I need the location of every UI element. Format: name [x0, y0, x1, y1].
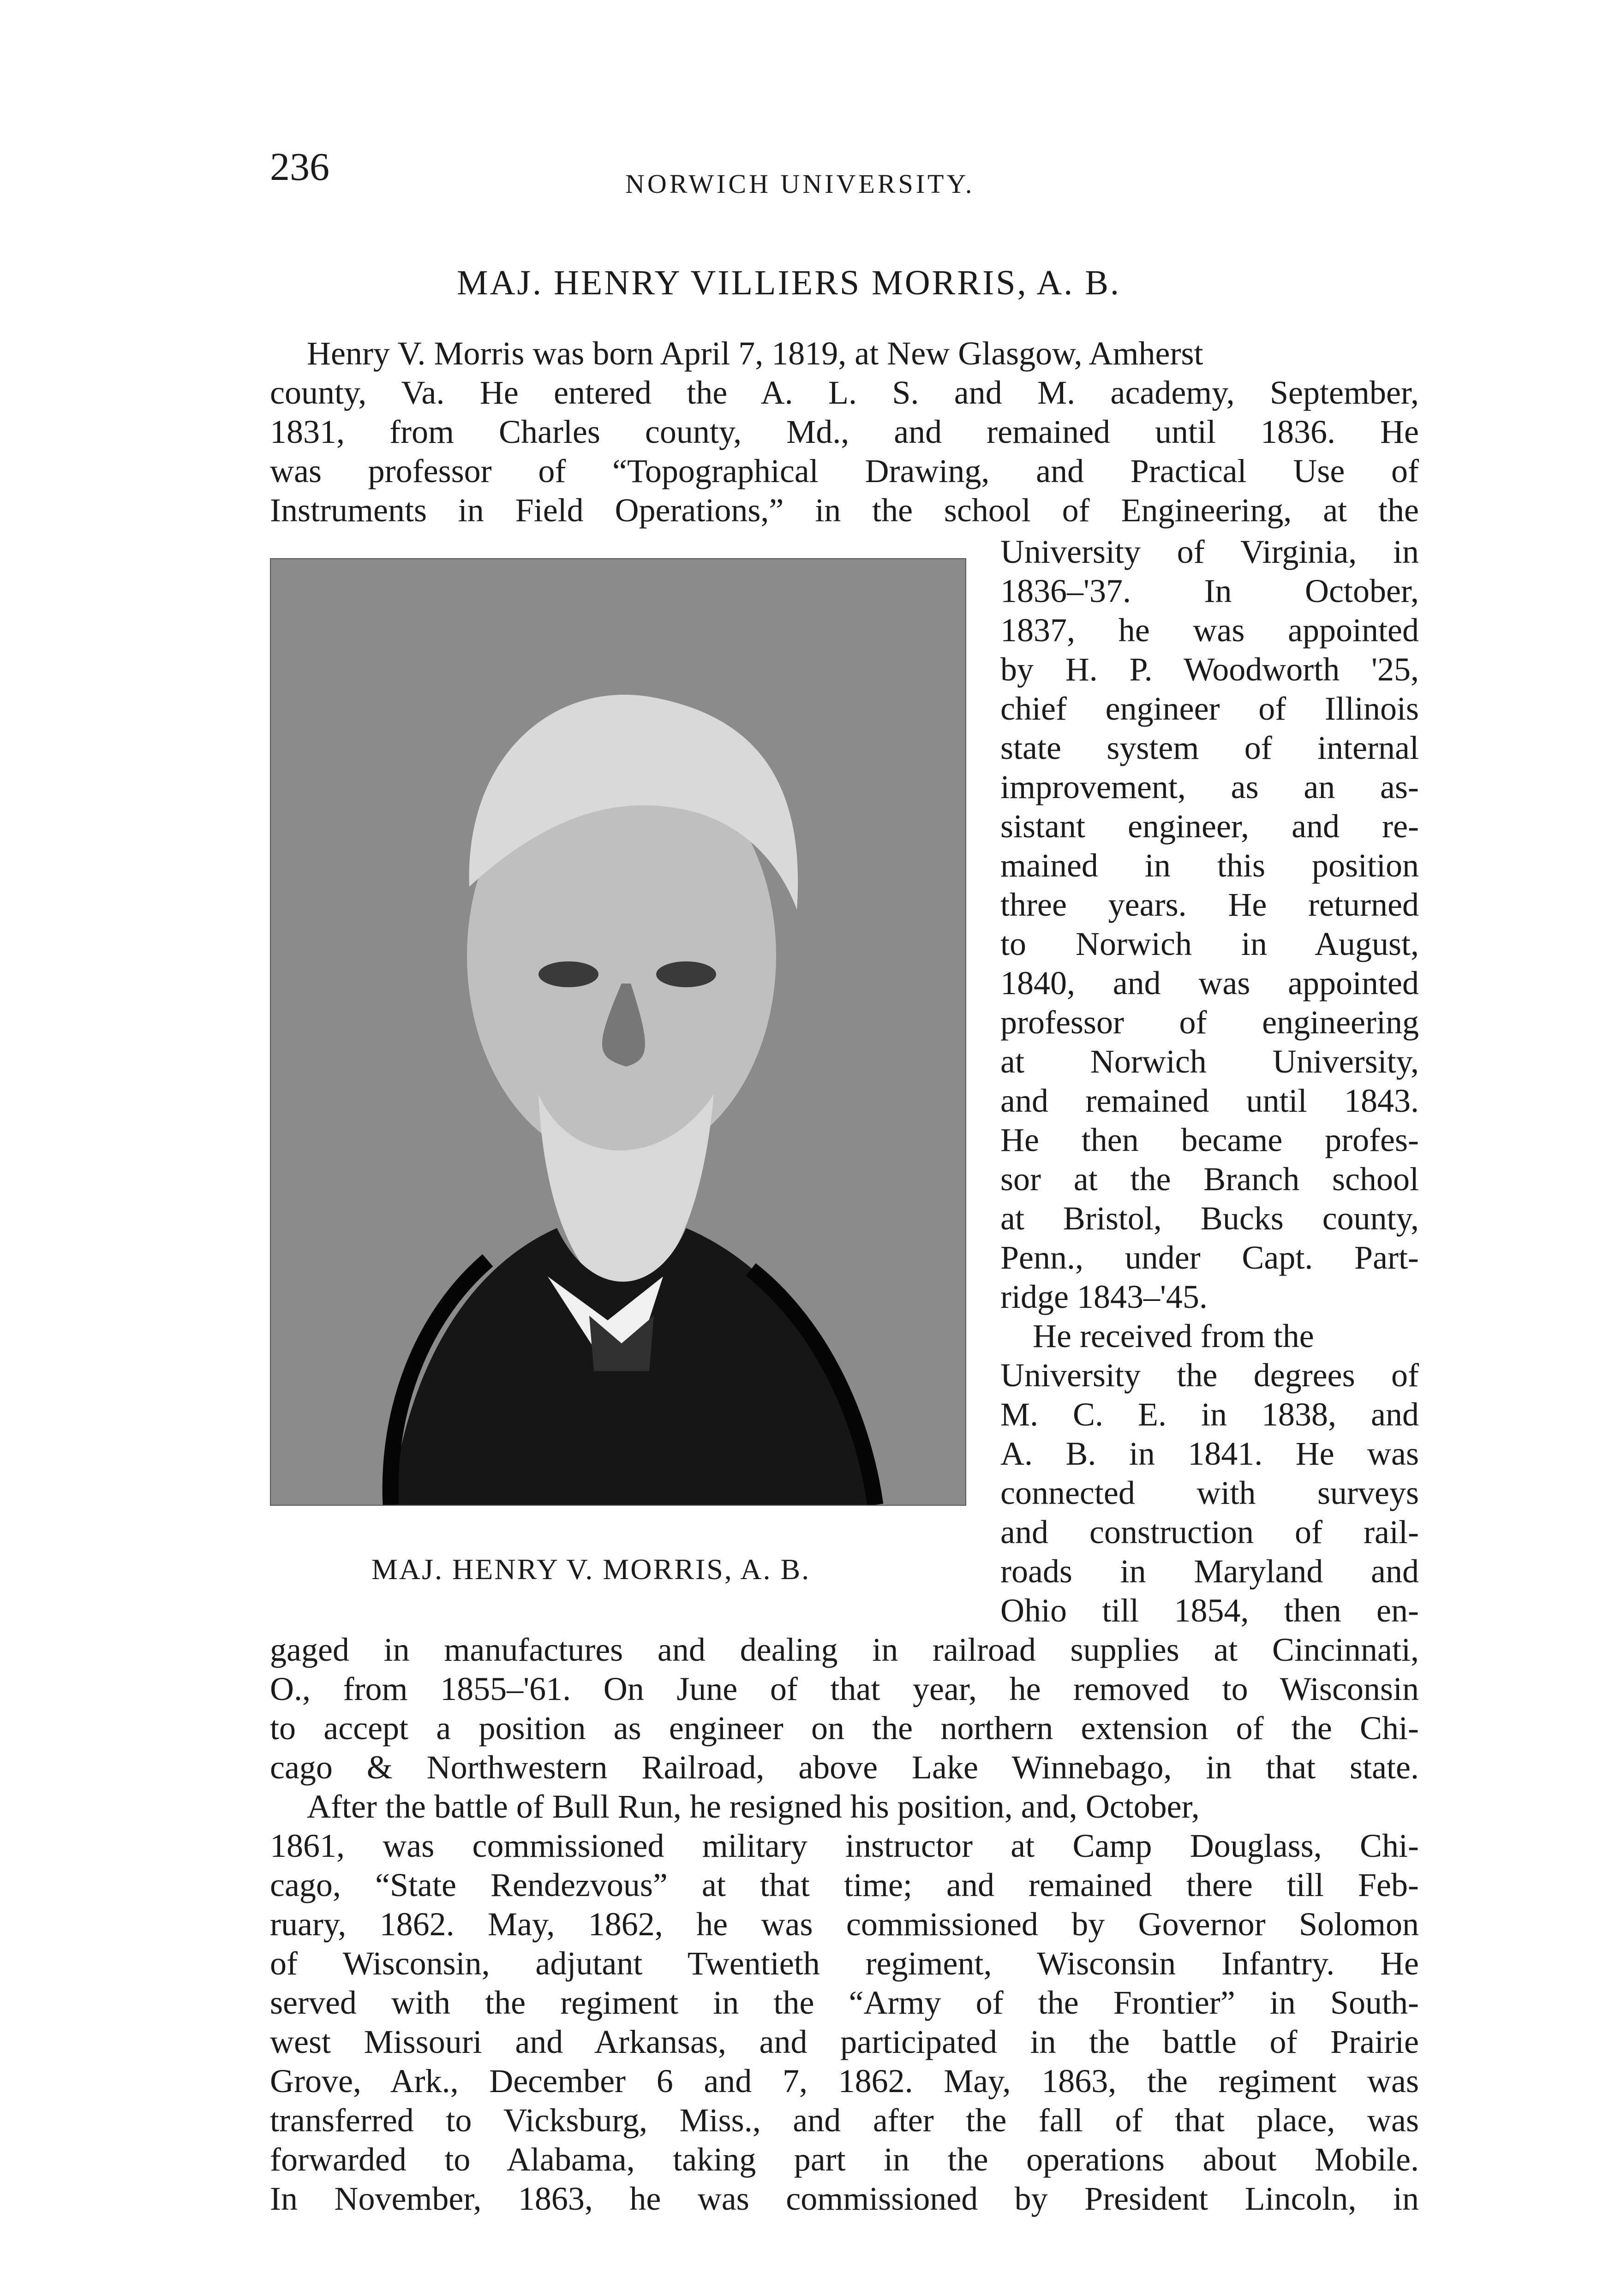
page-number: 236 [270, 144, 329, 189]
portrait-caption: MAJ. HENRY V. MORRIS, A. B. [371, 1553, 811, 1586]
text-line: of Wisconsin, adjutant Twentieth regiment, Wisconsin Infantry. He [270, 1945, 1419, 1982]
text-line: roads in Maryland and [1000, 1553, 1419, 1590]
text-line: ridge 1843–'45. [1000, 1278, 1208, 1315]
text-line: west Missouri and Arkansas, and participated in the battle of Prairie [270, 2023, 1419, 2060]
text-line: to Norwich in August, [1000, 925, 1419, 962]
text-line: was professor of “Topographical Drawing, and Practical Use of [270, 453, 1419, 489]
text-line: county, Va. He entered the A. L. S. and M. academy, September, [270, 374, 1419, 411]
text-line: He received from the [1033, 1318, 1314, 1354]
text-line: University the degrees of [1000, 1357, 1419, 1394]
text-line: Grove, Ark., December 6 and 7, 1862. May, 1863, the regiment was [270, 2063, 1419, 2099]
text-line: mained in this position [1000, 847, 1419, 884]
text-line: to accept a position as engineer on the northern extension of the Chi- [270, 1710, 1419, 1747]
text-line: by H. P. Woodworth '25, [1000, 651, 1419, 688]
text-line: 1836–'37. In October, [1000, 573, 1419, 609]
text-line: 1837, he was appointed [1000, 612, 1419, 649]
text-line: transferred to Vicksburg, Miss., and after the fall of that place, was [270, 2102, 1419, 2139]
portrait-photo [270, 558, 966, 1506]
text-line: 1831, from Charles county, Md., and remained until 1836. He [270, 413, 1419, 450]
text-line: cago, “State Rendezvous” at that time; and remained there till Feb- [270, 1867, 1419, 1903]
text-line: connected with surveys [1000, 1474, 1419, 1511]
text-line: state system of internal [1000, 729, 1419, 766]
text-line: 1840, and was appointed [1000, 965, 1419, 1002]
text-line: professor of engineering [1000, 1004, 1419, 1041]
text-line: A. B. in 1841. He was [1000, 1435, 1419, 1472]
text-line: Ohio till 1854, then en- [1000, 1592, 1419, 1629]
text-line: He then became profes- [1000, 1121, 1419, 1158]
text-line: ruary, 1862. May, 1862, he was commissioned by Governor Solomon [270, 1906, 1419, 1943]
text-line: at Bristol, Bucks county, [1000, 1200, 1419, 1237]
text-line: chief engineer of Illinois [1000, 690, 1419, 727]
text-line: and remained until 1843. [1000, 1082, 1419, 1119]
text-line: Penn., under Capt. Part- [1000, 1239, 1419, 1276]
text-line: In November, 1863, he was commissioned by President Lincoln, in [270, 2180, 1419, 2217]
text-line: O., from 1855–'61. On June of that year, he removed to Wisconsin [270, 1670, 1419, 1707]
text-line: After the battle of Bull Run, he resigned his position, and, October, [307, 1788, 1200, 1825]
text-line: Henry V. Morris was born April 7, 1819, at New Glasgow, Amherst [307, 335, 1203, 372]
text-line: cago & Northwestern Railroad, above Lake Winnebago, in that state. [270, 1749, 1419, 1786]
text-line: improvement, as an as- [1000, 769, 1419, 805]
article-title: MAJ. HENRY VILLIERS MORRIS, A. B. [457, 263, 1121, 302]
text-line: sor at the Branch school [1000, 1161, 1419, 1198]
text-line: served with the regiment in the “Army of the Frontier” in South- [270, 1984, 1419, 2021]
text-line: and construction of rail- [1000, 1514, 1419, 1551]
text-line: University of Virginia, in [1000, 533, 1419, 570]
text-line: forwarded to Alabama, taking part in the operations about Mobile. [270, 2141, 1419, 2178]
text-line: gaged in manufactures and dealing in railroad supplies at Cincinnati, [270, 1631, 1419, 1668]
text-line: sistant engineer, and re- [1000, 808, 1419, 845]
text-line: Instruments in Field Operations,” in the school of Engineering, at the [270, 492, 1419, 529]
text-line: M. C. E. in 1838, and [1000, 1396, 1419, 1433]
running-head: NORWICH UNIVERSITY. [625, 169, 975, 199]
text-line: three years. He returned [1000, 886, 1419, 923]
portrait-image [271, 559, 965, 1505]
text-line: at Norwich University, [1000, 1043, 1419, 1080]
text-line: 1861, was commissioned military instructor at Camp Douglass, Chi- [270, 1827, 1419, 1864]
